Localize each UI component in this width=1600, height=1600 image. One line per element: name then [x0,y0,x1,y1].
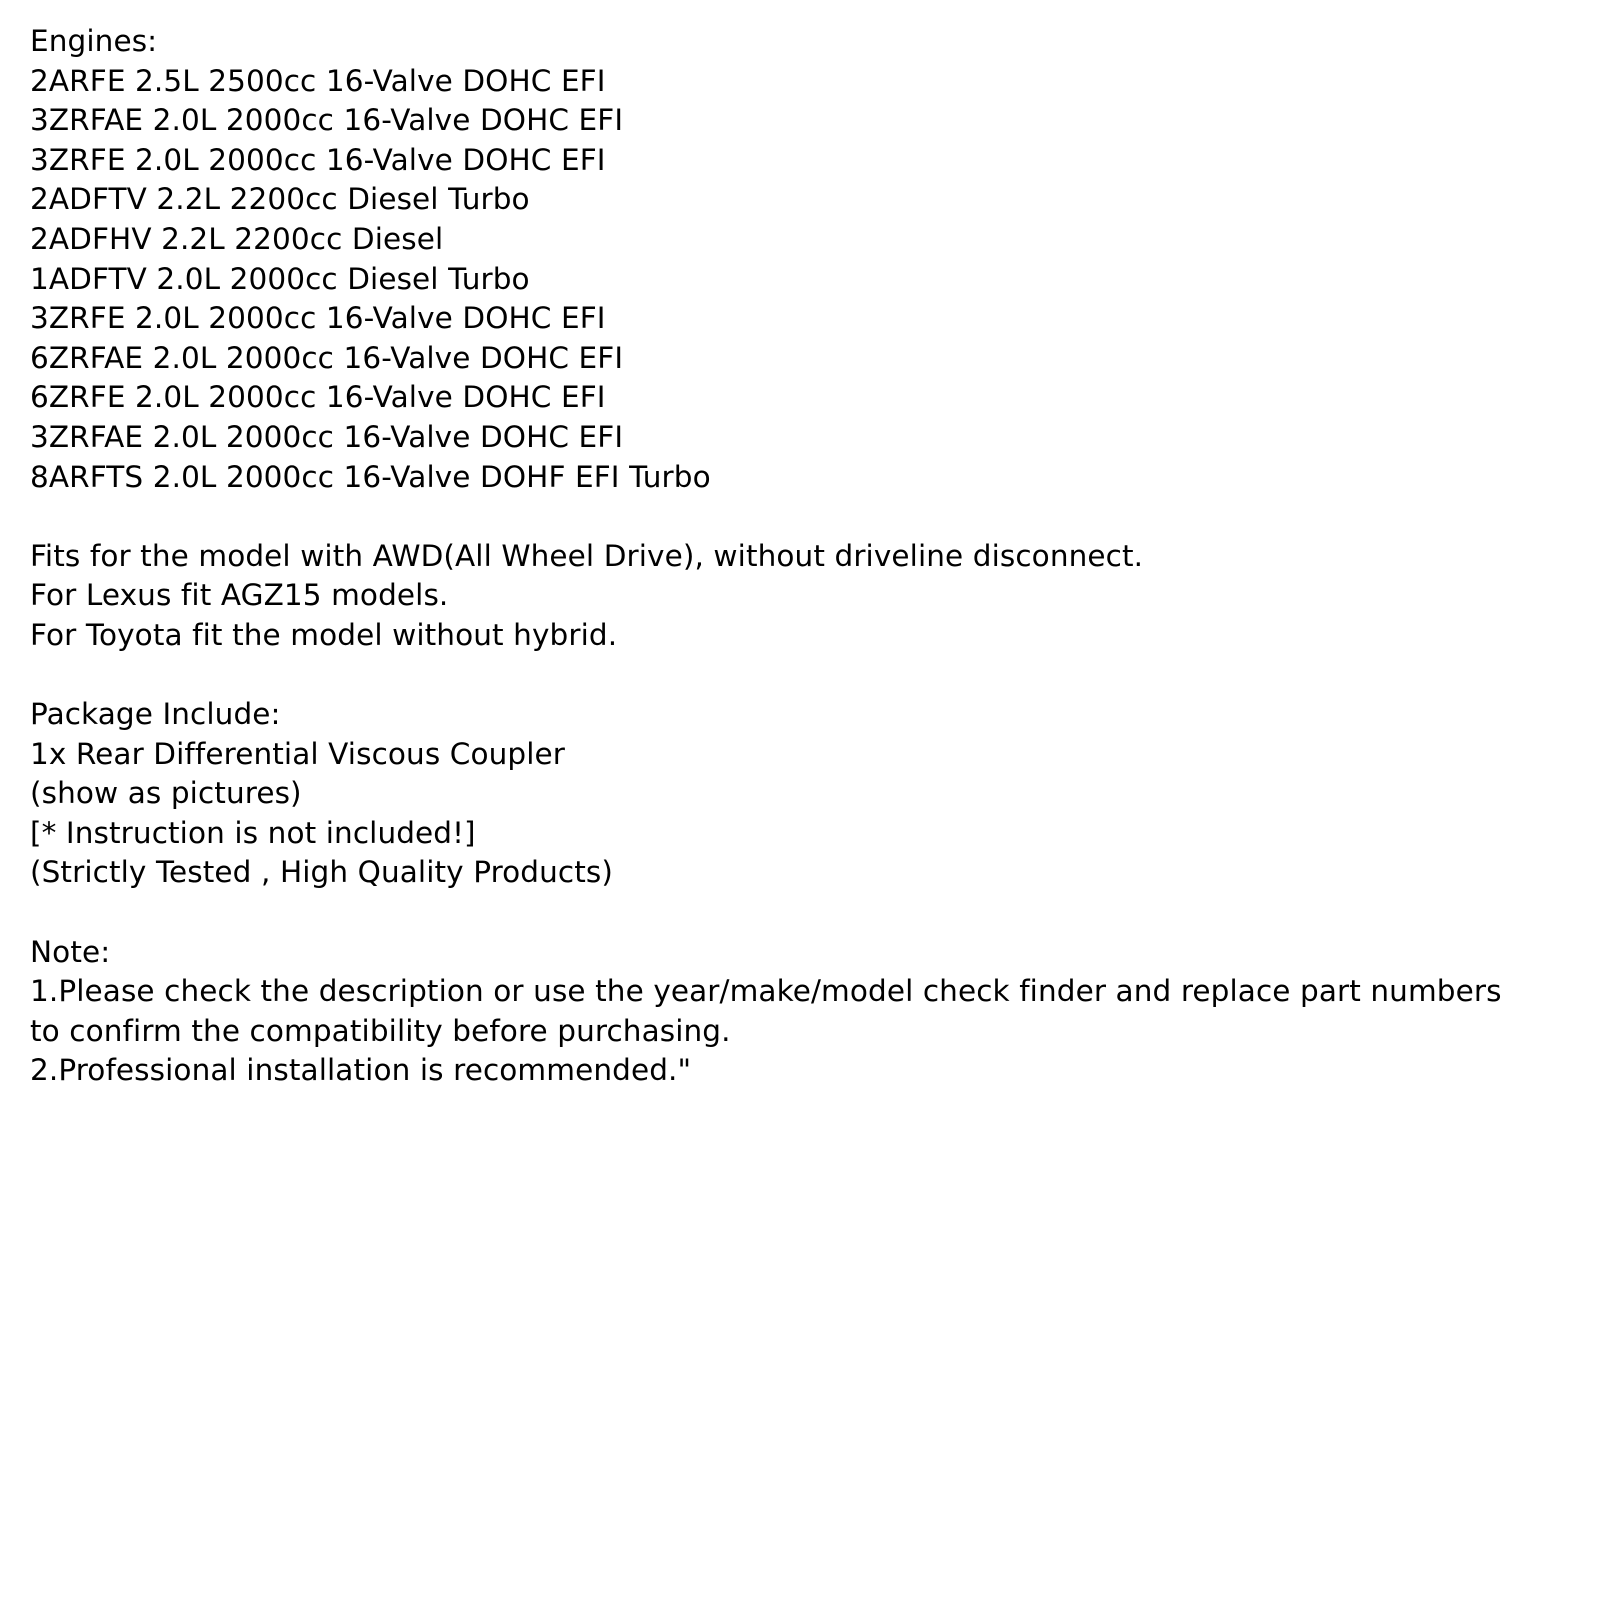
package-line: (show as pictures) [30,776,302,811]
note-line: 1.Please check the description or use the year/make/model check finder and replace part numbers to confirm the compatibility before purchasing. [30,974,1512,1048]
engine-item: 2ADFTV 2.2L 2200cc Diesel Turbo [30,182,530,217]
section-spacer [30,893,1570,933]
fitment-line: Fits for the model with AWD(All Wheel Drive), without driveline disconnect. [30,538,1144,573]
note-line: 2.Professional installation is recommended." [30,1053,692,1088]
engine-item: 3ZRFE 2.0L 2000cc 16-Valve DOHC EFI [30,301,606,336]
package-line: [* Instruction is not included!] [30,815,476,850]
engine-item: 3ZRFAE 2.0L 2000cc 16-Valve DOHC EFI [30,103,624,138]
engine-item: 6ZRFE 2.0L 2000cc 16-Valve DOHC EFI [30,380,606,415]
document-body [30,22,1570,1091]
engine-item: 2ADFHV 2.2L 2200cc Diesel [30,221,444,256]
package-heading: Package Include: [30,697,281,732]
package-line: (Strictly Tested , High Quality Products) [30,855,613,890]
package-line: 1x Rear Differential Viscous Coupler [30,736,566,771]
fitment-line: For Lexus fit AGZ15 models. [30,578,449,613]
engines-heading: Engines: [30,24,158,58]
engine-item: 2ARFE 2.5L 2500cc 16-Valve DOHC EFI [30,63,606,98]
engine-item: 3ZRFAE 2.0L 2000cc 16-Valve DOHC EFI [30,419,624,454]
fitment-line: For Toyota fit the model without hybrid. [30,617,618,652]
note-heading: Note: [30,934,111,969]
section-spacer [30,656,1570,696]
section-spacer [30,497,1570,537]
engine-item: 3ZRFE 2.0L 2000cc 16-Valve DOHC EFI [30,142,606,177]
engine-item: 1ADFTV 2.0L 2000cc Diesel Turbo [30,261,530,296]
engine-item: 8ARFTS 2.0L 2000cc 16-Valve DOHF EFI Turbo [30,459,711,494]
engine-item: 6ZRFAE 2.0L 2000cc 16-Valve DOHC EFI [30,340,624,375]
